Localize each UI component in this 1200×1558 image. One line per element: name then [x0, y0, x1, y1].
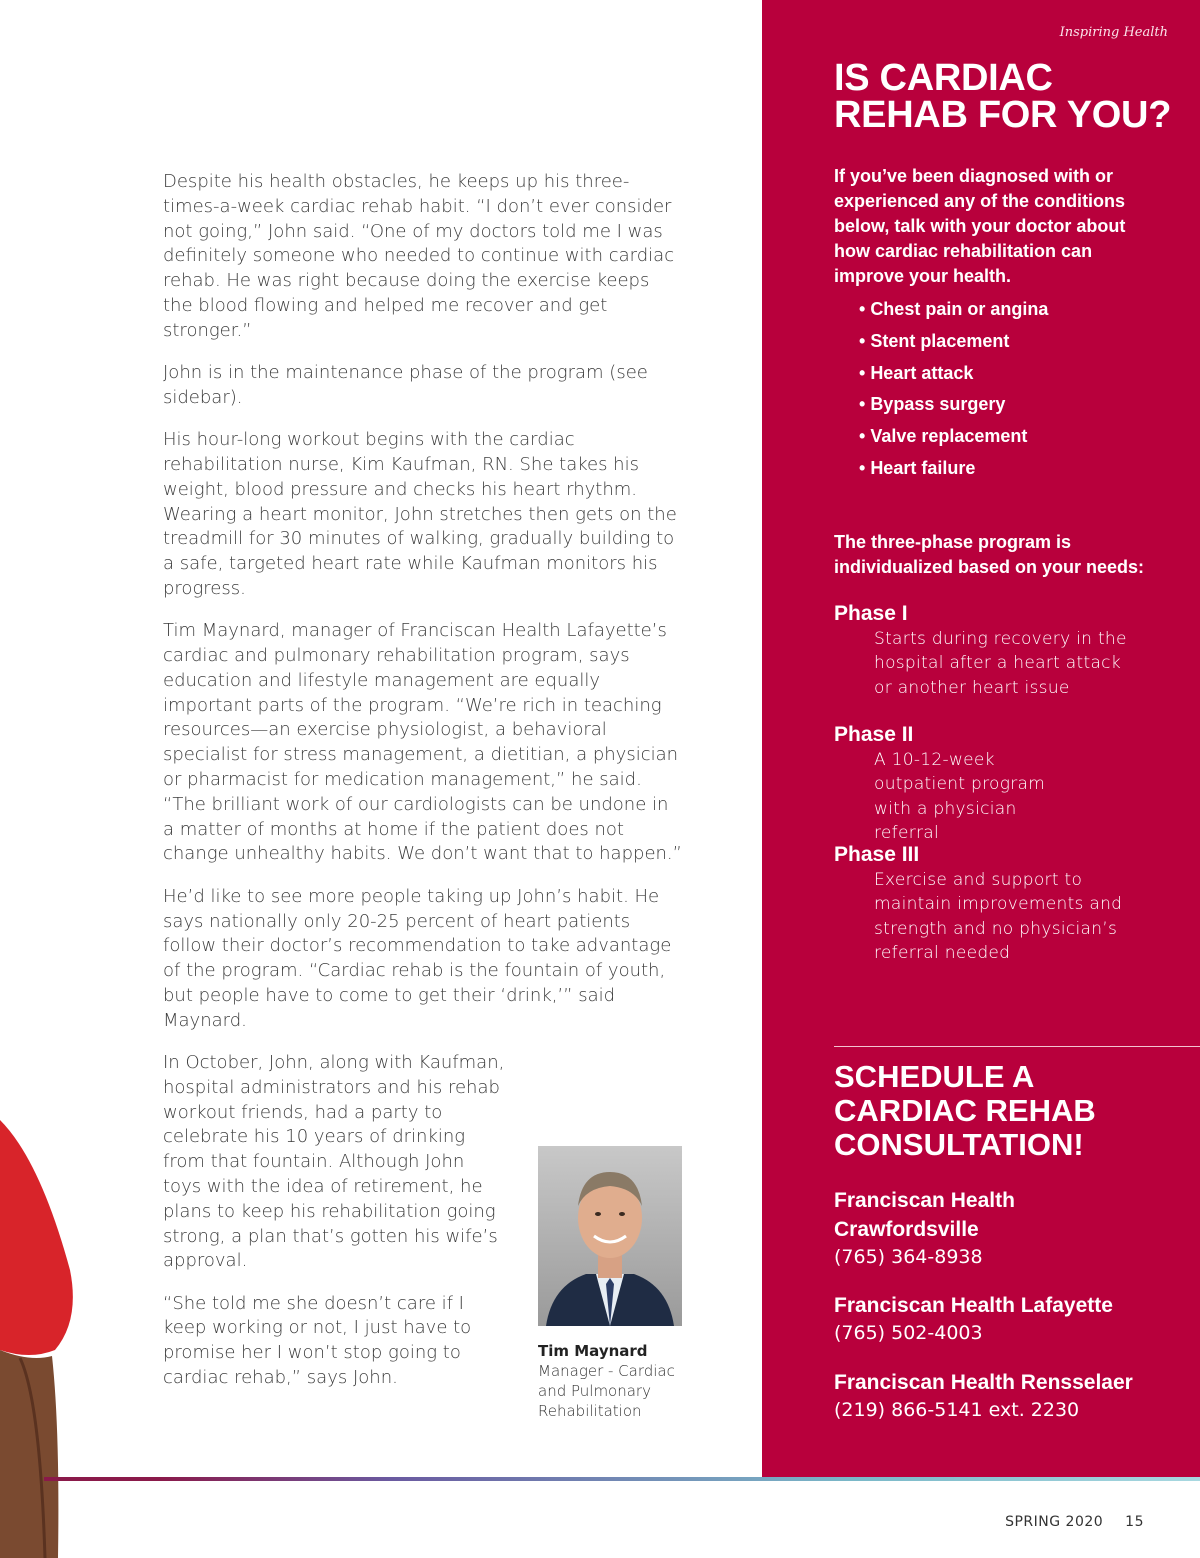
- location-name: Franciscan Health Rensselaer: [834, 1371, 1133, 1394]
- condition-item: • Stent placement: [859, 326, 1048, 358]
- article-paragraph: Despite his health obstacles, he keeps up his three-times-a-week cardiac rehab habit. “I don’t ever consider not going,” John said. “One of my doctors told me I was definitely someone who needed to continue with cardiac rehab. He was right because doing the exercise keeps the blood flowing and helped me recover and get stronger.”: [163, 171, 675, 341]
- location-lafayette: [834, 1291, 1184, 1346]
- phase-description: Starts during recovery in the hospital after a heart attack or another heart issue: [874, 629, 1127, 698]
- phase-title: Phase I: [834, 602, 908, 625]
- article-paragraph: He’d like to see more people taking up John’s habit. He says nationally only 20-25 percent of heart patients follow their doctor’s recommendation to take advantage of the program. “Cardiac rehab is the fountain of youth, but people have to come to get their ‘drink,’” said Maynard.: [163, 885, 672, 1031]
- conditions-list: [859, 294, 1048, 485]
- page-number: 15: [1125, 1514, 1144, 1530]
- phase-intro: The three-phase program is individualized based on your needs:: [834, 532, 1145, 577]
- phase-description: A 10-12-week outpatient program with a physician referral: [874, 750, 1046, 843]
- condition-item: • Valve replacement: [859, 421, 1048, 453]
- location-phone[interactable]: (219) 866-5141 ext. 2230: [834, 1399, 1080, 1421]
- portrait-caption-name: Tim Maynard: [538, 1342, 648, 1360]
- sidebar-intro: If you’ve been diagnosed with or experienced any of the conditions below, talk with your doctor about how cardiac rehabilitation can improve your health.: [834, 166, 1126, 286]
- phase-title: Phase II: [834, 723, 914, 746]
- location-phone[interactable]: (765) 502-4003: [834, 1322, 983, 1344]
- article-paragraph: “She told me she doesn’t care if I keep working or not, I just have to promise her I won’t stop going to cardiac rehab,” says John.: [163, 1292, 472, 1389]
- phase-2: [834, 722, 1064, 845]
- schedule-heading: SCHEDULE A CARDIAC REHAB CONSULTATION!: [834, 1059, 1096, 1162]
- portrait-block: [538, 1146, 688, 1421]
- section-kicker: Inspiring Health: [1059, 25, 1168, 40]
- article-paragraph: His hour-long workout begins with the cardiac rehabilitation nurse, Kim Kaufman, RN. She takes his weight, blood pressure and checks his heart rhythm. Wearing a heart monitor, John stretches then gets on the treadmill for 30 minutes of walking, gradually building to a safe, targeted heart rate while Kaufman monitors his progress.: [163, 429, 677, 599]
- condition-item: • Heart attack: [859, 358, 1048, 390]
- condition-item: • Bypass surgery: [859, 389, 1048, 421]
- issue-label: SPRING 2020: [1005, 1514, 1104, 1530]
- sidebar-divider: [834, 1046, 1200, 1047]
- location-name: Franciscan Health Lafayette: [834, 1294, 1113, 1317]
- sidebar: [762, 0, 1200, 1478]
- sidebar-heading: IS CARDIAC REHAB FOR YOU?: [834, 57, 1172, 136]
- condition-item: • Heart failure: [859, 453, 1048, 485]
- location-phone[interactable]: (765) 364-8938: [834, 1246, 983, 1268]
- page-footer: [1005, 1514, 1144, 1530]
- phase-3: [834, 842, 1134, 965]
- location-name: Franciscan Health Crawfordsville: [834, 1189, 1015, 1241]
- portrait-photo: [538, 1146, 682, 1326]
- condition-item: • Chest pain or angina: [859, 294, 1048, 326]
- article-paragraph: In October, John, along with Kaufman, hospital administrators and his rehab workout friends, had a party to celebrate his 10 years of drinking from that fountain. Although John toys with the idea of retirement, he plans to keep his rehabilitation going strong, a plan that’s gotten his wife’s approval.: [163, 1052, 505, 1272]
- phase-title: Phase III: [834, 843, 920, 866]
- location-crawfordsville: [834, 1186, 1034, 1270]
- phase-description: Exercise and support to maintain improvements and strength and no physician’s referral needed: [874, 870, 1123, 963]
- location-rensselaer: [834, 1368, 1184, 1423]
- article-paragraph: John is in the maintenance phase of the program (see sidebar).: [163, 362, 648, 408]
- bottom-gradient-rule: [44, 1477, 1200, 1481]
- phase-1: [834, 601, 1134, 700]
- portrait-caption-title: Manager - Cardiac and Pulmonary Rehabilitation: [538, 1362, 675, 1420]
- cropped-photo-arm: [0, 1100, 80, 1558]
- article-paragraph: Tim Maynard, manager of Franciscan Health Lafayette’s cardiac and pulmonary rehabilitation program, says education and lifestyle management are equally important parts of the program. “We’re rich in teaching resources—an exercise physiologist, a behavioral specialist for stress management, a dietitian, a physician or pharmacist for medication management,” he said. “The brilliant work of our cardiologists can be undone in a matter of months at home if the patient does not change unhealthy habits. We don’t want that to happen.”: [163, 620, 682, 865]
